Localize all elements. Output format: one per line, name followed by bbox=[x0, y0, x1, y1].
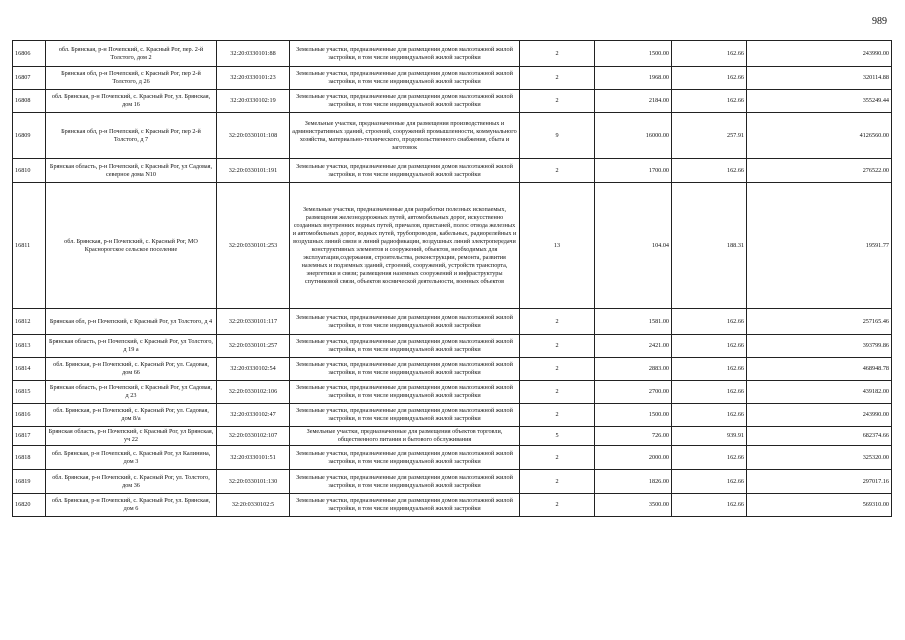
table-row bbox=[13, 183, 892, 309]
record-number: 16817 bbox=[13, 427, 46, 446]
address-cell: Брянская обл, р-н Почепский, с Красный Рог, ул Толстого, д 4 bbox=[46, 309, 217, 335]
area-cell: 1826.00 bbox=[595, 470, 672, 494]
land-use-cell: Земельные участки, предназначенные для размещения производственных и административных зданий, строений, сооружений промышленности, коммунального хозяйства, материально-технического, продовольственного снабжения, сбыта и заготовок bbox=[290, 113, 520, 159]
table-row bbox=[13, 67, 892, 90]
table-row bbox=[13, 335, 892, 358]
address-cell: Брянская обл, р-н Почепский, с Красный Рог, пер 2-й Толстого, д 7 bbox=[46, 113, 217, 159]
cadastral-value-cell: 276522.00 bbox=[747, 159, 892, 183]
table-row bbox=[13, 113, 892, 159]
address-cell: обл. Брянская, р-н Почепский, с. Красный Рог, ул. Брянская, дом 6 bbox=[46, 494, 217, 517]
cadastral-value-cell: 257165.46 bbox=[747, 309, 892, 335]
record-number: 16819 bbox=[13, 470, 46, 494]
area-cell: 2883.00 bbox=[595, 358, 672, 381]
unit-value-cell: 162.66 bbox=[672, 159, 747, 183]
table-row bbox=[13, 470, 892, 494]
record-number: 16816 bbox=[13, 404, 46, 427]
unit-value-cell: 162.66 bbox=[672, 381, 747, 404]
area-cell: 1500.00 bbox=[595, 404, 672, 427]
cadastral-value-cell: 243990.00 bbox=[747, 404, 892, 427]
cadastral-number-cell: 32:20:0330101:257 bbox=[217, 335, 290, 358]
cadastral-value-cell: 682374.66 bbox=[747, 427, 892, 446]
cadastral-number-cell: 32:20:0330102:106 bbox=[217, 381, 290, 404]
register-body bbox=[13, 41, 892, 517]
cadastral-value-cell: 393799.86 bbox=[747, 335, 892, 358]
use-group-cell: 2 bbox=[520, 494, 595, 517]
record-number: 16810 bbox=[13, 159, 46, 183]
unit-value-cell: 162.66 bbox=[672, 494, 747, 517]
address-cell: обл. Брянская, р-н Почепский, с. Красный Рог, ул. Садовая, дом 66 bbox=[46, 358, 217, 381]
unit-value-cell: 162.66 bbox=[672, 67, 747, 90]
record-number: 16811 bbox=[13, 183, 46, 309]
cadastral-number-cell: 32:20:0330101:51 bbox=[217, 446, 290, 470]
use-group-cell: 5 bbox=[520, 427, 595, 446]
cadastral-value-cell: 325320.00 bbox=[747, 446, 892, 470]
use-group-cell: 2 bbox=[520, 67, 595, 90]
area-cell: 1968.00 bbox=[595, 67, 672, 90]
use-group-cell: 2 bbox=[520, 358, 595, 381]
record-number: 16813 bbox=[13, 335, 46, 358]
table-row bbox=[13, 494, 892, 517]
cadastral-value-cell: 569310.00 bbox=[747, 494, 892, 517]
unit-value-cell: 939.91 bbox=[672, 427, 747, 446]
cadastral-number-cell: 32:20:0330101:191 bbox=[217, 159, 290, 183]
address-cell: обл. Брянская, р-н Почепский, с. Красный Рог, ул. Брянская, дом 16 bbox=[46, 90, 217, 113]
record-number: 16818 bbox=[13, 446, 46, 470]
land-use-cell: Земельные участки, предназначенные для размещения домов малоэтажной жилой застройки, в том числе индивидуальной жилой застройки bbox=[290, 446, 520, 470]
unit-value-cell: 162.66 bbox=[672, 404, 747, 427]
unit-value-cell: 188.31 bbox=[672, 183, 747, 309]
land-use-cell: Земельные участки, предназначенные для размещения домов малоэтажной жилой застройки, в том числе индивидуальной жилой застройки bbox=[290, 309, 520, 335]
area-cell: 726.00 bbox=[595, 427, 672, 446]
use-group-cell: 2 bbox=[520, 41, 595, 67]
unit-value-cell: 162.66 bbox=[672, 358, 747, 381]
area-cell: 3500.00 bbox=[595, 494, 672, 517]
address-cell: обл. Брянская, р-н Почепский, с. Красный Рог, ул. Садовая, дом 8/а bbox=[46, 404, 217, 427]
use-group-cell: 2 bbox=[520, 470, 595, 494]
area-cell: 2000.00 bbox=[595, 446, 672, 470]
use-group-cell: 2 bbox=[520, 90, 595, 113]
record-number: 16807 bbox=[13, 67, 46, 90]
cadastral-number-cell: 32:20:0330102:47 bbox=[217, 404, 290, 427]
cadastral-value-cell: 468948.78 bbox=[747, 358, 892, 381]
unit-value-cell: 257.91 bbox=[672, 113, 747, 159]
table-row bbox=[13, 358, 892, 381]
record-number: 16814 bbox=[13, 358, 46, 381]
table-row bbox=[13, 41, 892, 67]
cadastral-number-cell: 32:20:0330101:88 bbox=[217, 41, 290, 67]
land-use-cell: Земельные участки, предназначенные для размещения домов малоэтажной жилой застройки, в том числе индивидуальной жилой застройки bbox=[290, 335, 520, 358]
unit-value-cell: 162.66 bbox=[672, 41, 747, 67]
cadastral-number-cell: 32:20:0330102:5 bbox=[217, 494, 290, 517]
address-cell: обл. Брянская, р-н Почепский, с. Красный Рог, ул Калинина, дом 3 bbox=[46, 446, 217, 470]
use-group-cell: 2 bbox=[520, 381, 595, 404]
use-group-cell: 2 bbox=[520, 309, 595, 335]
use-group-cell: 13 bbox=[520, 183, 595, 309]
table-row bbox=[13, 90, 892, 113]
address-cell: Брянская область, р-н Почепский, с Красный Рог, ул Брянская, уч 22 bbox=[46, 427, 217, 446]
table-row bbox=[13, 159, 892, 183]
table-row bbox=[13, 309, 892, 335]
address-cell: обл. Брянская, р-н Почепский, с. Красный Рог, МО Краснорогское сельское поселение bbox=[46, 183, 217, 309]
table-row bbox=[13, 381, 892, 404]
cadastral-number-cell: 32:20:0330101:23 bbox=[217, 67, 290, 90]
record-number: 16820 bbox=[13, 494, 46, 517]
land-use-cell: Земельные участки, предназначенные для размещения домов малоэтажной жилой застройки, в том числе индивидуальной жилой застройки bbox=[290, 404, 520, 427]
use-group-cell: 9 bbox=[520, 113, 595, 159]
address-cell: обл. Брянская, р-н Почепский, с. Красный Рог, ул. Толстого, дом 36 bbox=[46, 470, 217, 494]
cadastral-number-cell: 32:20:0330102:19 bbox=[217, 90, 290, 113]
record-number: 16815 bbox=[13, 381, 46, 404]
unit-value-cell: 162.66 bbox=[672, 335, 747, 358]
cadastral-number-cell: 32:20:0330102:54 bbox=[217, 358, 290, 381]
land-use-cell: Земельные участки, предназначенные для разработки полезных ископаемых, размещения железнодорожных путей, автомобильных дорог, искусственно созданных внутренних водных путей, причалов, пристаней, полос отвода железных и автомобильных дорог, водных путей, трубопроводов, кабельных, радиорелейных и воздушных линий связи и линий радиофикации, воздушных линий электропередачи конструктивных элементов и сооружений, объектов, необходимых для эксплуатации,содержания, строительства, реконструкции, ремонта, развития наземных и подземных зданий, строений, сооружений, устройств транспорта, энергетики и связи; размещения наземных сооружений и инфраструктуры спутниковой связи, объектов космической деятельности, военных объектов bbox=[290, 183, 520, 309]
area-cell: 16000.00 bbox=[595, 113, 672, 159]
area-cell: 2184.00 bbox=[595, 90, 672, 113]
land-use-cell: Земельные участки, предназначенные для размещения домов малоэтажной жилой застройки, в том числе индивидуальной жилой застройки bbox=[290, 381, 520, 404]
cadastral-value-cell: 355249.44 bbox=[747, 90, 892, 113]
cadastral-number-cell: 32:20:0330101:108 bbox=[217, 113, 290, 159]
page-number: 989 bbox=[872, 16, 887, 27]
cadastral-number-cell: 32:20:0330101:253 bbox=[217, 183, 290, 309]
area-cell: 1700.00 bbox=[595, 159, 672, 183]
area-cell: 2421.00 bbox=[595, 335, 672, 358]
land-use-cell: Земельные участки, предназначенные для размещения домов малоэтажной жилой застройки, в том числе индивидуальной жилой застройки bbox=[290, 41, 520, 67]
use-group-cell: 2 bbox=[520, 335, 595, 358]
cadastral-value-cell: 320114.88 bbox=[747, 67, 892, 90]
cadastral-value-cell: 439182.00 bbox=[747, 381, 892, 404]
land-use-cell: Земельные участки, предназначенные для размещения домов малоэтажной жилой застройки, в том числе индивидуальной жилой застройки bbox=[290, 67, 520, 90]
address-cell: обл. Брянская, р-н Почепский, с. Красный Рог, пер. 2-й Толстого, дом 2 bbox=[46, 41, 217, 67]
unit-value-cell: 162.66 bbox=[672, 90, 747, 113]
address-cell: Брянская область, р-н Почепский, с Красный Рог, ул Садовая, северное дома N10 bbox=[46, 159, 217, 183]
address-cell: Брянская область, р-н Почепский, с Красный Рог, ул Садовая, д 23 bbox=[46, 381, 217, 404]
address-cell: Брянская обл, р-н Почепский, с Красный Рог, пер 2-й Толстого, д 26 bbox=[46, 67, 217, 90]
land-use-cell: Земельные участки, предназначенные для размещения объектов торговли, общественного питания и бытового обслуживания bbox=[290, 427, 520, 446]
address-cell: Брянская область, р-н Почепский, с Красный Рог, ул Толстого, д 19 а bbox=[46, 335, 217, 358]
area-cell: 2700.00 bbox=[595, 381, 672, 404]
record-number: 16808 bbox=[13, 90, 46, 113]
area-cell: 104.04 bbox=[595, 183, 672, 309]
unit-value-cell: 162.66 bbox=[672, 470, 747, 494]
table-row bbox=[13, 427, 892, 446]
land-register-table bbox=[12, 40, 892, 517]
cadastral-value-cell: 297017.16 bbox=[747, 470, 892, 494]
cadastral-value-cell: 243990.00 bbox=[747, 41, 892, 67]
land-use-cell: Земельные участки, предназначенные для размещения домов малоэтажной жилой застройки, в том числе индивидуальной жилой застройки bbox=[290, 159, 520, 183]
use-group-cell: 2 bbox=[520, 159, 595, 183]
land-use-cell: Земельные участки, предназначенные для размещения домов малоэтажной жилой застройки, в том числе индивидуальной жилой застройки bbox=[290, 358, 520, 381]
unit-value-cell: 162.66 bbox=[672, 309, 747, 335]
cadastral-value-cell: 19591.77 bbox=[747, 183, 892, 309]
record-number: 16806 bbox=[13, 41, 46, 67]
record-number: 16809 bbox=[13, 113, 46, 159]
area-cell: 1500.00 bbox=[595, 41, 672, 67]
cadastral-number-cell: 32:20:0330101:117 bbox=[217, 309, 290, 335]
table-row bbox=[13, 446, 892, 470]
use-group-cell: 2 bbox=[520, 446, 595, 470]
cadastral-number-cell: 32:20:0330102:107 bbox=[217, 427, 290, 446]
table-row bbox=[13, 404, 892, 427]
land-use-cell: Земельные участки, предназначенные для размещения домов малоэтажной жилой застройки, в том числе индивидуальной жилой застройки bbox=[290, 90, 520, 113]
cadastral-value-cell: 4126560.00 bbox=[747, 113, 892, 159]
use-group-cell: 2 bbox=[520, 404, 595, 427]
area-cell: 1581.00 bbox=[595, 309, 672, 335]
unit-value-cell: 162.66 bbox=[672, 446, 747, 470]
land-use-cell: Земельные участки, предназначенные для размещения домов малоэтажной жилой застройки, в том числе индивидуальной жилой застройки bbox=[290, 494, 520, 517]
record-number: 16812 bbox=[13, 309, 46, 335]
land-use-cell: Земельные участки, предназначенные для размещения домов малоэтажной жилой застройки, в том числе индивидуальной жилой застройки bbox=[290, 470, 520, 494]
cadastral-number-cell: 32:20:0330101:130 bbox=[217, 470, 290, 494]
